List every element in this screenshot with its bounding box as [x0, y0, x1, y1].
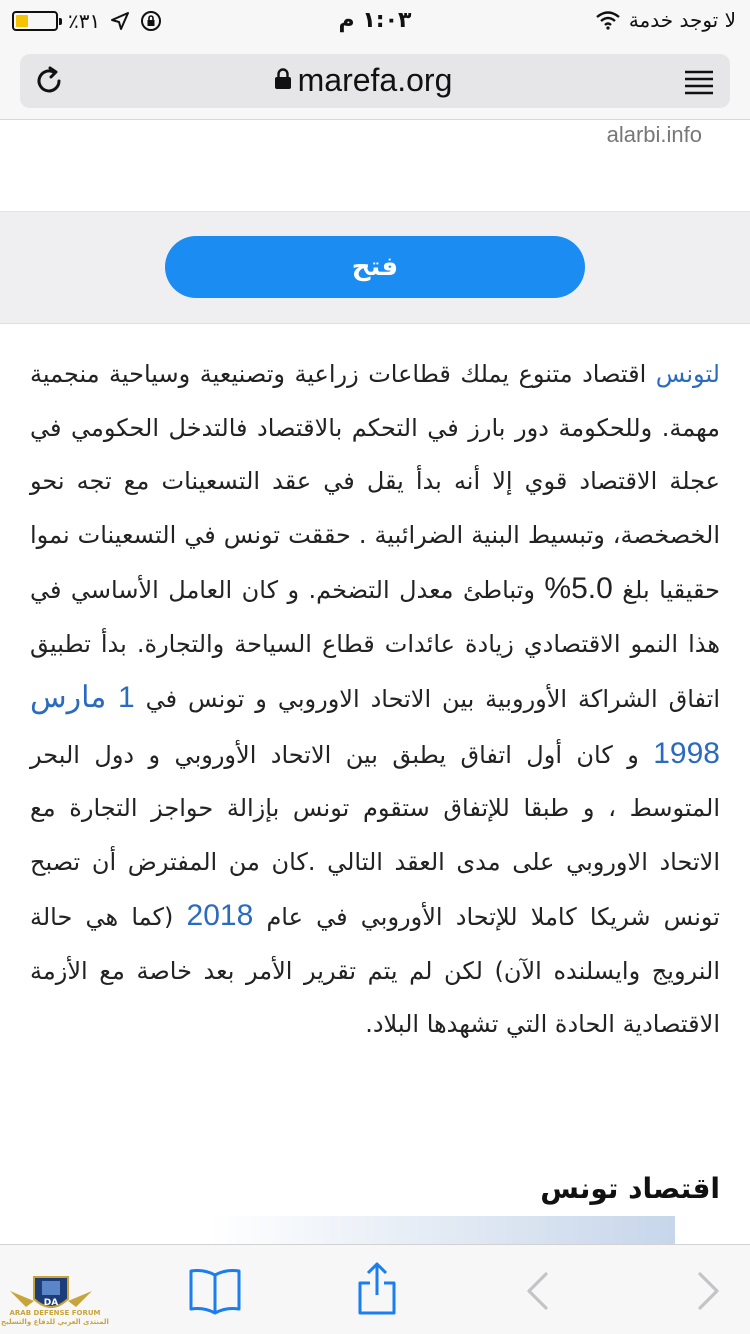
- status-bar: [0, 0, 750, 40]
- wifi-icon: [595, 10, 621, 30]
- link-tunisia[interactable]: لتونس: [655, 360, 720, 388]
- ad-card[interactable]: [0, 120, 750, 212]
- forum-logo-initials: DA: [43, 1298, 59, 1308]
- link-date[interactable]: 1 مارس 1998: [30, 681, 720, 770]
- article-text-3: و كان أول اتفاق يطبق بين الاتحاد الأوروبي و دول البحر المتوسط ، و طبقا للإتفاق ستقوم تونس بإزالة حواجز التجارة مع الاتحاد الاوروبي على مدى العقد التالي .كان من المفترض أن تصبح تونس شريكا كاملا للإتحاد الأوروبي في عام: [30, 740, 720, 931]
- article-text-2: وتباطئ معدل التضخم. و كان العامل الأساسي في هذا النمو الاقتصادي زيادة عائدات قطاع السياحة والتجارة. بدأ تطبيق اتفاق الشراكة الأوروبية بين الاتحاد الاوروبي و تونس في: [30, 576, 720, 713]
- link-year[interactable]: 2018: [186, 899, 254, 932]
- clock: ١:٠٣ م: [338, 8, 412, 33]
- bottom-toolbar: [0, 1244, 750, 1334]
- forward-icon[interactable]: [694, 1271, 722, 1311]
- ad-action-area: [0, 212, 750, 324]
- battery-percent: ٪٣١: [68, 9, 101, 33]
- growth-figure: 5.0%: [544, 572, 613, 605]
- bookmarks-icon[interactable]: [188, 1267, 242, 1315]
- url-text[interactable]: marefa.org: [297, 62, 453, 98]
- infobox-image: [210, 1216, 675, 1246]
- reader-icon[interactable]: [684, 69, 714, 95]
- share-icon[interactable]: [356, 1261, 398, 1315]
- article-text-4: (كما هي حالة النرويج وايسلنده الآن) لكن لم يتم تقرير الأمر بعد خاصة مع الأزمة الاقتصادية الحادة التي تشهدها البلاد.: [30, 903, 720, 1038]
- ad-source: alarbi.info: [606, 122, 702, 147]
- forum-caption: ARAB DEFENSE FORUM المنتدى العربي للدفاع والتسليح: [1, 1309, 109, 1326]
- carrier-label: لا توجد خدمة: [628, 8, 736, 32]
- article-body: [30, 348, 720, 1052]
- address-bar[interactable]: [20, 54, 730, 108]
- back-icon[interactable]: [524, 1271, 552, 1311]
- section-heading: اقتصاد تونس: [540, 1172, 720, 1205]
- article-text-1: اقتصاد متنوع يملك قطاعات زراعية وتصنيعية وسياحية منجمية مهمة. وللحكومة دور بارز في التحكم بالاقتصاد فالتدخل الحكومي في عجلة الاقتصاد قوي إلا أنه بدأ يقل في عقد التسعينات مع تجه نحو الخصخصة، وتبسيط البنية الضرائبية . حققت تونس في التسعينات نموا حقيقيا بلغ: [30, 360, 720, 604]
- browser-toolbar: [0, 40, 750, 120]
- open-button[interactable]: فتح: [165, 236, 585, 298]
